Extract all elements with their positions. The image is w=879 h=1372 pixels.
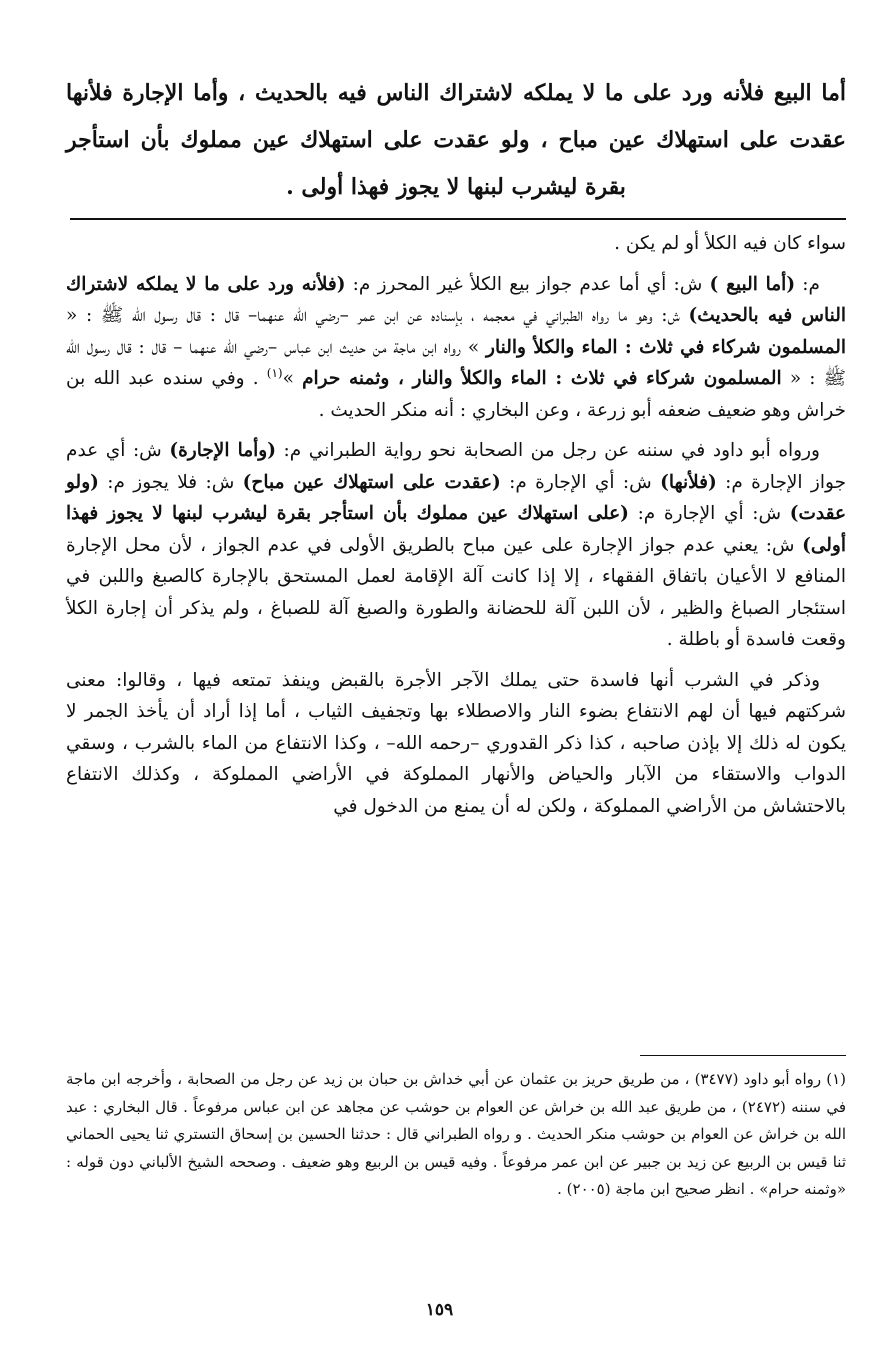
quoted-matn: (فلأنه ورد على ما لا يملكه لاشتراك الناس فيه بالحديث) <box>66 273 846 326</box>
footnotes <box>66 1066 846 1204</box>
commentary-paragraph-2 <box>66 269 846 427</box>
quoted-matn: (عقدت على استهلاك عين مباح) <box>242 471 501 493</box>
page-number: ١٥٩ <box>425 1300 454 1320</box>
commentary-text: ورواه أبو داود في سننه عن رجل من الصحابة نحو رواية الطبراني م: <box>275 440 820 461</box>
matn-body: أما البيع فلأنه ورد على ما لا يملكه لاشتراك الناس فيه بالحديث ، وأما الإجارة فلأنها عقدت على استهلاك عين مباح ، ولو عقدت على استهلاك عين مملوك بأن استأجر بقرة ليشرب لبنها لا يجوز فهذا أولى . <box>66 80 846 200</box>
commentary-text: ش: أي الإجارة م: <box>500 471 661 493</box>
footnote-reference[interactable]: (١) <box>266 365 283 380</box>
commentary-paragraph-4: وذكر في الشرب أنها فاسدة حتى يملك الآجر الأجرة بالقبض وينفذ تمتعه فيها ، وقالوا: معنى شركتهم فيها أن لهم الانتفاع بضوء النار والاصطلاء بها وتجفيف الثياب ، أما إذا أراد أن يأخذ الجمر لا يكون له ذلك إلا بإذن صاحبه ، كذا ذكر القدوري –رحمه الله– ، وكذا الانتفاع من الماء بالشرب ، وسقي الدواب والاستقاء من الآبار والحياض والأنهار المملوكة في الأراضي المملوكة ، وكذلك الانتفاع بالاحتشاش من الأراضي المملوكة ، ولكن له أن يمنع من الدخول في <box>66 669 846 817</box>
commentary-text: . وفي سنده عبد الله بن خراش وهو ضعيف ضعفه أبو زرعة ، وعن البخاري : أنه منكر الحديث . <box>66 368 846 421</box>
commentary-paragraph-1: سواء كان فيه الكلأ أو لم يكن . <box>614 233 846 254</box>
label-matn-marker: م: <box>795 273 820 295</box>
commentary-text: ش: وهو ما رواه الطبراني في معجمه ، بإسناده عن ابن عمر –رضي الله عنهما– قال : قال رسول الله ﷺ : « <box>66 305 689 326</box>
commentary-paragraph-3 <box>66 435 846 656</box>
footnote-divider <box>640 1055 846 1056</box>
commentary-text: » رواه ابن ماجة من حديث ابن عباس –رضي الله عنهما – قال : قال رسول الله ﷺ : « <box>66 336 847 389</box>
quoted-matn: (أما البيع ) <box>709 273 796 295</box>
hadith-quote: المسلمون شركاء في ثلاث : الماء والكلأ والنار ، وثمنه حرام <box>302 368 782 389</box>
commentary-text: » <box>282 368 303 389</box>
quoted-matn: (على استهلاك عين مملوك بأن استأجر بقرة ليشرب لبنها لا يجوز فهذا أولى) <box>66 503 846 556</box>
commentary <box>66 228 846 831</box>
main-divider <box>70 218 846 220</box>
footnote-1: (١) رواه أبو داود (٣٤٧٧) ، من طريق حريز بن عثمان عن أبي خداش بن حبان بن زيد عن رجل من الصحابة ، وأخرجه ابن ماجة في سننه (٢٤٧٢) ، من طريق عبد الله بن خراش عن العوام بن حوشب عن مجاهد عن ابن عباس مرفوعاً . قال البخاري : عبد الله بن خراش عن العوام بن حوشب منكر الحديث . و رواه الطبراني قال : حدثنا الحسين بن إسحاق التستري ثنا يحيى الحماني ثنا قيس بن الربيع عن زيد بن جبير عن ابن عمر مرفوعاً . وفيه قيس بن الربيع وهو ضعيف . وصححه الشيخ الألباني دون قوله : «وثمنه حرام» . انظر صحيح ابن ماجة (٢٠٠٥) . <box>66 1070 846 1198</box>
quoted-matn: (فلأنها) <box>660 471 717 493</box>
commentary-text: ش: أي أما عدم جواز بيع الكلأ غير المحرز م: <box>345 273 710 295</box>
matn-text <box>66 70 846 211</box>
quoted-matn: (ولو عقدت) <box>66 471 846 524</box>
commentary-text: ش: فلا يجوز م: <box>98 471 243 493</box>
quoted-matn: (وأما الإجارة) <box>169 440 276 461</box>
commentary-text: ش: أي عدم جواز الإجارة م: <box>66 440 847 493</box>
commentary-text: ش: يعني عدم جواز الإجارة على عين مباح بالطريق الأولى في عدم الجواز ، لأن محل الإجارة المنافع لا الأعيان باتفاق الفقهاء ، إلا إذا كانت آلة الإقامة لعمل المستحق بالإجارة كالصبغ واللبن في استئجار الصباغ والظير ، لأن اللبن آلة للحضانة والطورة والصبغ آلة للصباغ ، ولم يذكر أن إجارة الكلأ وقعت فاسدة أو باطلة . <box>66 534 846 650</box>
hadith-quote: المسلمون شركاء في ثلاث : الماء والكلأ والنار <box>486 336 846 358</box>
commentary-text: ش: أي الإجارة م: <box>628 503 790 524</box>
